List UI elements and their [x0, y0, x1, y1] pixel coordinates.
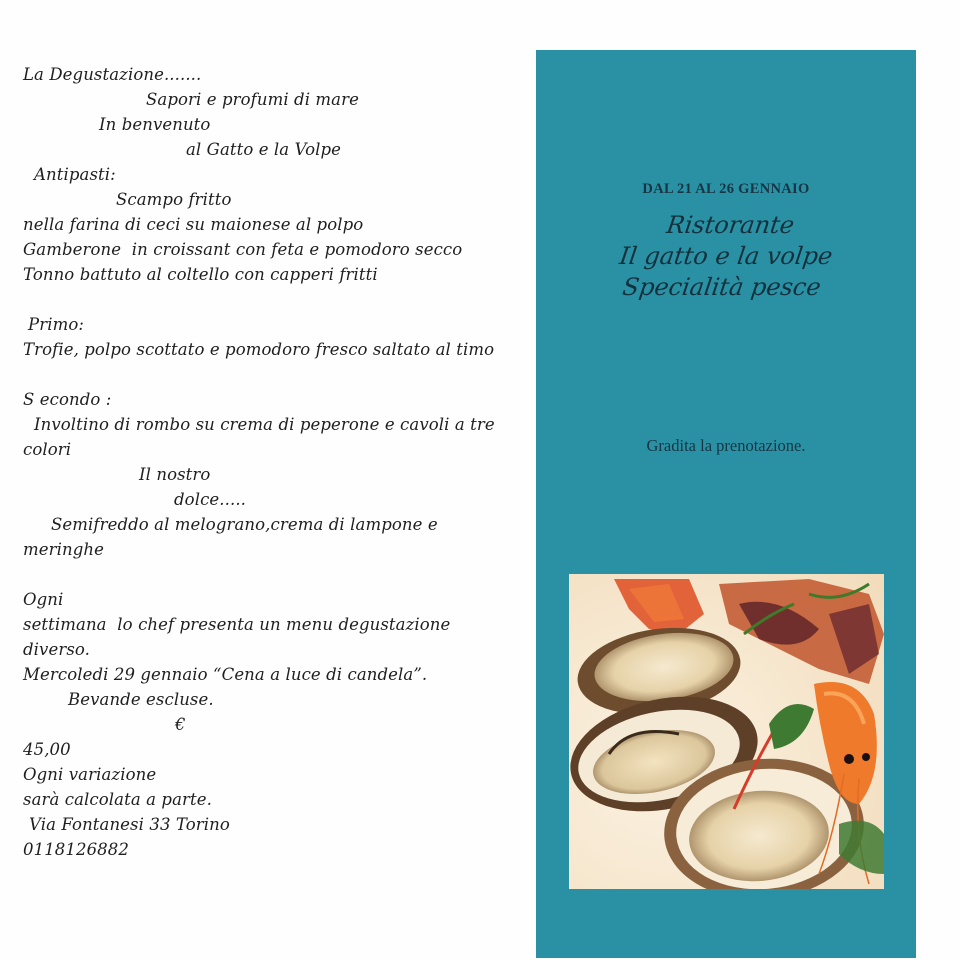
price-currency: € [175, 715, 186, 734]
title-line-name: Il gatto e la volpe [617, 242, 835, 270]
title-line-ristorante: Ristorante [664, 211, 797, 239]
title-line-specialty: Specialità pesce [620, 273, 823, 301]
menu-item: Gamberone in croissant con feta e pomodoro secco [23, 240, 463, 259]
menu-line-welcome: In benvenuto [99, 115, 211, 134]
tasting-menu-text [23, 62, 503, 862]
menu-line-tasting-title: La Degustazione....... [23, 65, 202, 84]
drinks-note: Bevande escluse. [68, 690, 214, 709]
menu-heading-dolce: Il nostro [139, 465, 211, 484]
address: Via Fontanesi 33 Torino [29, 815, 230, 834]
blank-line [23, 562, 503, 587]
phone-number: 0118126882 [23, 840, 129, 859]
variation-note: sarà calcolata a parte. [23, 790, 212, 809]
menu-heading-secondo: S econdo : [23, 390, 112, 409]
price-value: 45,00 [23, 740, 71, 759]
restaurant-title [529, 210, 922, 303]
date-range: DAL 21 AL 26 GENNAIO [642, 181, 810, 197]
menu-item: meringhe [23, 540, 104, 559]
menu-item: Scampo fritto [116, 190, 232, 209]
menu-item: Involtino di rombo su crema di peperone e cavoli a tre [34, 415, 495, 434]
menu-item: Tonno battuto al coltello con capperi fritti [23, 265, 378, 284]
menu-note: settimana lo chef presenta un menu degustazione [23, 615, 451, 634]
menu-item: nella farina di ceci su maionese al polpo [23, 215, 364, 234]
menu-item: Semifreddo al melograno,crema di lampone e [51, 515, 438, 534]
menu-item: Trofie, polpo scottato e pomodoro fresco saltato al timo [23, 340, 495, 359]
menu-heading-antipasti: Antipasti: [34, 165, 116, 184]
reservation-note: Gradita la prenotazione. [646, 436, 806, 455]
event-note: Mercoledi 29 gennaio “Cena a luce di candela”. [23, 665, 428, 684]
menu-note: Ogni [23, 590, 64, 609]
menu-line-restaurant: al Gatto e la Volpe [186, 140, 342, 159]
menu-heading-dolce: dolce..... [174, 490, 247, 509]
cover-panel [536, 50, 916, 958]
menu-line-subtitle: Sapori e profumi di mare [146, 90, 359, 109]
menu-note: diverso. [23, 640, 90, 659]
blank-line [23, 287, 503, 312]
variation-note: Ogni variazione [23, 765, 157, 784]
oysters-and-prawns-photo [569, 574, 884, 889]
seafood-plate-illustration [569, 574, 884, 889]
blank-line [23, 362, 503, 387]
menu-heading-primo: Primo: [28, 315, 85, 334]
menu-item: colori [23, 440, 72, 459]
